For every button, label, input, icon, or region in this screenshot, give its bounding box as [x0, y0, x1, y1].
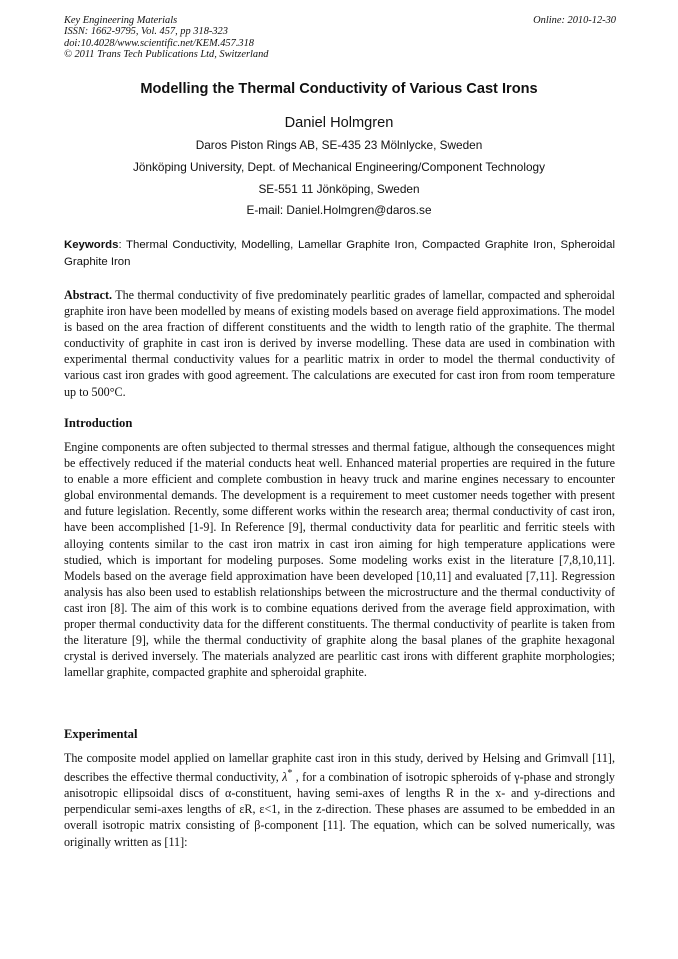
affiliation-university: Jönköping University, Dept. of Mechanical Engineering/Component Technology [132, 160, 546, 174]
abstract-text: The thermal conductivity of five predominately pearlitic grades of lamellar, compacted and spheroidal graphite iron have been modelled by means of existing models based on average field approximations. The model is based on the area fraction of different constituents and the width to length ratio of the graphite. The thermal conductivity of graphite in cast iron is derived by inverse modelling. These data are used in combination with experimental thermal conductivity values for a pearlitic matrix in order to model the thermal conductivity of various cast iron grades with good agreement. The calculations are executed for cast iron from room temperature up to 500°C. [64, 288, 615, 399]
paper-title: Modelling the Thermal Conductivity of Various Cast Irons [140, 81, 538, 97]
experimental-text-part1: The composite model applied on lamellar graphite cast iron in this study, derived by Helsing and Grimvall [11], describes the effective thermal conductivity, [64, 751, 615, 785]
author-email: E-mail: Daniel.Holmgren@daros.se [246, 203, 432, 217]
copyright-line: © 2011 Trans Tech Publications Ltd, Switzerland [64, 49, 269, 61]
keywords-text: : Thermal Conductivity, Modelling, Lamellar Graphite Iron, Compacted Graphite Iron, Spheroidal Graphite Iron [64, 239, 615, 268]
lambda-symbol: λ [282, 770, 288, 785]
author-name: Daniel Holmgren [284, 115, 394, 131]
doi-line: doi:10.4028/www.scientific.net/KEM.457.318 [64, 37, 254, 49]
introduction-text: Engine components are often subjected to thermal stresses and thermal fatigue, although the consequences might be effectively reduced if the material conducts heat well. Enhanced material properties are required in the future to enable a more efficient and complete combustion in heavy truck and marine engines necessary to encounter global environmental demands. The development is a requirement to meet customer needs together with present and future legislation. Recently, some different works within the research area; thermal conductivity of cast iron, have been accomplished [1-9]. In Reference [9], thermal conductivity data for pearlitic and ferritic steels with alloying contents similar to the cast iron matrix in cast iron aiming for high temperature applications were studied, which is important for modeling purposes. Some modeling works exist in the literature [7,8,10,11]. Models based on the average field approximation have been developed [10,11] and evaluated [7,11]. Regression analysis has also been used to establish relationships between the microstructure and the thermal conductivity of cast iron [8]. The aim of this work is to combine equations derived from the average field approximation, with proper thermal conductivity data for the different constituents. The thermal conductivity of pearlite is taken from the literature [9], while the thermal conductivity of graphite along the basal planes of the graphite hexagonal crystal is derived inversely. The materials analyzed are pearlitic cast irons with different graphite morphologies; lamellar graphite, compacted graphite and spheroidal graphite. [64, 440, 615, 680]
experimental-heading: Experimental [64, 727, 138, 741]
affiliation-company: Daros Piston Rings AB, SE-435 23 Mölnlycke, Sweden [195, 138, 483, 152]
experimental-text [64, 750, 615, 850]
experimental-text-part2: , for a combination of isotropic spheroids of γ-phase and strongly anisotropic ellipsoidal discs of α-constituent, having semi-axes of lengths R in the x- and y-directions and perpendicular semi-axes lengths of εR, ε<1, in the z-direction. These phases are assumed to be embedded in an overall isotropic matrix consisting of β-component [11]. The equation, which can be solved numerically, was originally written as [11]: [64, 770, 615, 849]
keywords-block [64, 237, 615, 271]
lambda-superscript: * [287, 768, 293, 780]
online-date: Online: 2010-12-30 [533, 15, 616, 26]
abstract-label: Abstract. [64, 288, 113, 302]
journal-header [64, 15, 616, 61]
keywords-label: Keywords [64, 239, 119, 251]
introduction-heading: Introduction [64, 416, 133, 430]
abstract-block [64, 287, 615, 400]
issn-line: ISSN: 1662-9795, Vol. 457, pp 318-323 [64, 26, 228, 38]
journal-name: Key Engineering Materials [64, 15, 178, 26]
affiliation-address: SE-551 11 Jönköping, Sweden [258, 182, 420, 196]
